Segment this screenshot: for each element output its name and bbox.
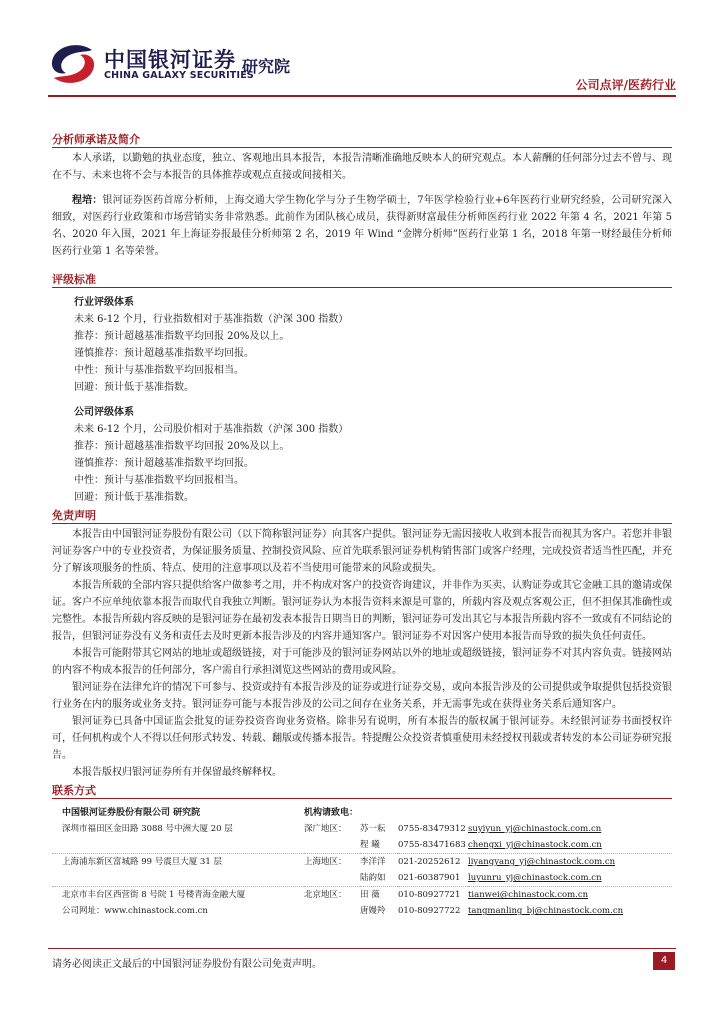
contact-phone: 010-80927722 xyxy=(398,906,461,916)
rating-line: 回避：预计低于基准指数。 xyxy=(74,382,194,393)
company-website[interactable]: 公司网址：www.chinastock.com.cn xyxy=(62,906,208,916)
rating-line: 回避：预计低于基准指数。 xyxy=(74,492,194,503)
analyst-name: 程培： xyxy=(72,195,103,206)
company-rating-title: 公司评级体系 xyxy=(74,407,134,418)
section-title-rating: 评级标准 xyxy=(52,272,672,288)
analyst-commitment: 本人承诺，以勤勉的执业态度，独立、客观地出具本报告，本报告清晰准确地反映本人的研究观点。本人薪酬的任何部分过去不曾与、现在不与、未来也将不会与本报告的具体推荐或观点直接或间接相关。 xyxy=(52,153,672,181)
rating-line: 未来 6-12 个月，行业指数相对于基准指数（沪深 300 指数） xyxy=(74,314,349,325)
contact-row xyxy=(52,854,672,871)
sales-title: 机构请致电： xyxy=(304,808,359,818)
main-content xyxy=(52,132,672,919)
contact-phone: 010-80927721 xyxy=(398,887,468,904)
rating-line: 谨慎推荐：预计超越基准指数平均回报。 xyxy=(74,458,254,469)
disclaimer-paragraph: 银河证券已具备中国证监会批复的证券投资咨询业务资格。除非另有说明，所有本报告的版权属于银河证券。未经银河证券书面授权许可，任何机构或个人不得以任何形式转发、转载、翻版或传播本报告。特提醒公众投资者慎重使用未经授权刊载或者转发的本公司证券研究报告。 xyxy=(52,716,672,761)
header-divider xyxy=(48,95,676,97)
page-number: 4 xyxy=(653,952,675,970)
contact-phone: 021-60387901 xyxy=(398,873,461,883)
contact-name: 陆韵如 xyxy=(360,873,386,883)
office-address xyxy=(52,837,304,854)
contact-row xyxy=(52,870,672,887)
contact-header-row xyxy=(52,805,672,821)
contact-email-link[interactable]: liyangyang_yj@chinastock.com.cn xyxy=(468,854,672,871)
brand-name-en: CHINA GALAXY SECURITIES xyxy=(104,70,254,81)
disclaimer-paragraph: 本报告可能附带其它网站的地址或超级链接，对于可能涉及的银河证券网站以外的地址或超级链接，银河证券不对其内容负责。链接网站的内容不构成本报告的任何部分，客户需自行承担浏览这些网站的费用或风险。 xyxy=(52,648,672,676)
contact-row xyxy=(52,903,672,919)
rating-line: 推荐：预计超越基准指数平均回报 20%及以上。 xyxy=(74,441,290,452)
office-address xyxy=(52,870,304,887)
report-type: 公司点评/医药行业 xyxy=(575,78,676,92)
page-header xyxy=(48,36,676,94)
contact-row xyxy=(52,887,672,904)
industry-rating-block xyxy=(52,294,672,396)
region-label: 深广地区： xyxy=(304,824,347,834)
contact-phone: 0755-83479312 xyxy=(398,824,466,834)
rating-line: 推荐：预计超越基准指数平均回报 20%及以上。 xyxy=(74,331,290,342)
section-title-disclaimer: 免责声明 xyxy=(52,508,672,524)
region-label xyxy=(304,870,360,887)
contact-phone: 021-20252612 xyxy=(398,854,468,871)
galaxy-logo-icon xyxy=(48,42,98,86)
contact-table xyxy=(52,805,672,919)
disclaimer-paragraph: 本报告版权归银河证券所有并保留最终解释权。 xyxy=(72,767,282,778)
region-label: 上海地区： xyxy=(304,854,360,871)
contact-email-link[interactable]: tianwei@chinastock.com.cn xyxy=(468,887,672,904)
rating-line: 未来 6-12 个月，公司股价相对于基准指数（沪深 300 指数） xyxy=(74,424,349,435)
industry-rating-title: 行业评级体系 xyxy=(74,297,134,308)
disclaimer-paragraph: 本报告所载的全部内容只提供给客户做参考之用，并不构成对客户的投资咨询建议，并非作为买卖、认购证券或其它金融工具的邀请或保证。客户不应单纯依靠本报告而取代自我独立判断。银河证券认为本报告资料来源是可靠的，所载内容及观点客观公正，但不担保其准确性或完整性。本报告所载内容反映的是银河证券在最初发表本报告日期当日的判断，银河证券可发出其它与本报告所载内容不一致或有不同结论的报告，但银河证券没有义务和责任去及时更新本报告涉及的内容并通知客户。银河证券不对因客户使用本报告而导致的损失负任何责任。 xyxy=(52,580,672,642)
contact-email-link[interactable]: suyiyun_yj@chinastock.com.cn xyxy=(468,824,602,834)
contact-phone: 0755-83471683 xyxy=(398,840,466,850)
rating-line: 谨慎推荐：预计超越基准指数平均回报。 xyxy=(74,348,254,359)
office-address: 上海浦东新区富城路 99 号震旦大厦 31 层 xyxy=(52,854,304,871)
contact-name: 程 曦 xyxy=(360,840,380,850)
analyst-bio-paragraph xyxy=(52,192,672,260)
institute-label: 研究院 xyxy=(242,57,291,76)
contact-email-link[interactable]: chengxi_yj@chinastock.com.cn xyxy=(468,840,602,850)
region-label xyxy=(304,837,360,854)
contact-name: 田 薇 xyxy=(360,887,398,904)
contact-email-link[interactable]: luyunru_yj@chinastock.com.cn xyxy=(468,873,602,883)
section-title-analyst: 分析师承诺及简介 xyxy=(52,132,672,148)
disclaimer-paragraph: 银河证券在法律允许的情况下可参与、投资或持有本报告涉及的证券或进行证券交易，或向本报告涉及的公司提供或争取提供包括投资银行业务在内的服务或业务支持。银河证券可能与本报告涉及的公司之间存在业务关系，并无需事先或在获得业务关系后通知客户。 xyxy=(52,682,672,710)
rating-line: 中性：预计与基准指数平均回报相当。 xyxy=(74,475,244,486)
footer-note: 请务必阅读正文最后的中国银河证券股份有限公司免责声明。 xyxy=(52,959,322,970)
company-rating-block xyxy=(52,404,672,506)
rating-line: 中性：预计与基准指数平均回报相当。 xyxy=(74,365,244,376)
section-title-contact: 联系方式 xyxy=(52,783,672,799)
company-title: 中国银河证券股份有限公司 研究院 xyxy=(62,808,201,818)
region-label xyxy=(304,903,360,919)
region-label: 北京地区： xyxy=(304,887,360,904)
contact-email-link[interactable]: tangmanling_bj@chinastock.com.cn xyxy=(468,906,624,916)
footer-divider xyxy=(48,948,676,949)
contact-row xyxy=(52,837,672,854)
brand-name-cn: 中国银河证券 xyxy=(104,48,236,72)
office-address: 北京市丰台区西营街 8 号院 1 号楼青海金融大厦 xyxy=(52,887,304,904)
office-address: 深圳市福田区金田路 3088 号中洲大厦 20 层 xyxy=(62,824,233,834)
contact-name: 苏一耘 xyxy=(360,824,386,834)
analyst-bio: 银河证券医药首席分析师，上海交通大学生物化学与分子生物学硕士，7年医学检验行业+6年医药行业研究经验，公司研究深入细致，对医药行业政策和市场营销实务非常熟悉。此前作为团队核心成员，获得新财富最佳分析师医药行业 2022 年第 4 名，2021 年第 5 名、2020 年入围，2021 年上海证券报最佳分析师第 2 名，2019 年 Wind “金牌分析师”医药行业第 1 名，2018 年第一财经最佳分析师医药行业第 1 名等荣誉。 xyxy=(52,195,673,257)
contact-row xyxy=(52,821,672,837)
disclaimer-paragraph: 本报告由中国银河证券股份有限公司（以下简称银河证券）向其客户提供。银河证券无需因接收人收到本报告而视其为客户。若您并非银河证券客户中的专业投资者，为保证服务质量、控制投资风险、应首先联系银河证券机构销售部门或客户经理，完成投资者适当性匹配，并充分了解该项服务的性质、特点、使用的注意事项以及若不当使用可能带来的风险或损失。 xyxy=(52,529,672,574)
contact-name: 唐嫚羚 xyxy=(360,906,386,916)
contact-name: 李洋洋 xyxy=(360,854,398,871)
